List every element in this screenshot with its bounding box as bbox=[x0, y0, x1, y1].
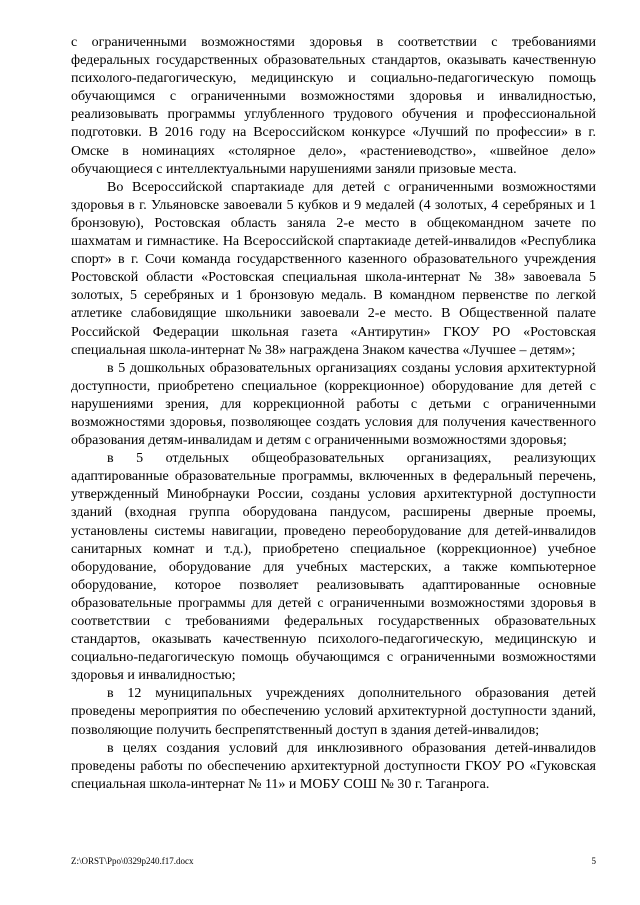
paragraph-preschool: в 5 дошкольных образовательных организациях созданы условия архитектурной доступности, приобретено специальное (коррекционное) оборудование для детей с нарушениями зрения, для коррекционной работы с детьми с ограниченными возможностями здоровья, позволяющее создать условия для получения качественного образования детям-инвалидам и детям с ограниченными возможностями здоровья; bbox=[71, 360, 596, 449]
paragraph-continuation: с ограниченными возможностями здоровья в соответствии с требованиями федеральных государственных образовательных стандартов, оказывать качественную психолого-педагогическую, медицинскую и социально-педагогическую помощь обучающимся с ограниченными возможностями здоровья и инвалидностью, реализовывать программы углубленного трудового обучения и профессиональной подготовки. В 2016 году на Всероссийском конкурсе «Лучший по профессии» в г. Омске в номинациях «столярное дело», «растениеводство», «швейное дело» обучающиеся с интеллектуальными нарушениями заняли призовые места. bbox=[71, 35, 596, 177]
document-body bbox=[71, 34, 596, 794]
paragraph-inclusive-education: в целях создания условий для инклюзивного образования детей-инвалидов проведены работы по обеспечению архитектурной доступности ГКОУ РО «Гуковская специальная школа-интернат № 11» и МОБУ СОШ № 30 г. Таганрога. bbox=[71, 740, 596, 792]
page-footer bbox=[71, 855, 596, 867]
footer-file-path: Z:\ORST\Ppo\0329p240.f17.docx bbox=[71, 856, 194, 866]
page-number: 5 bbox=[591, 856, 596, 866]
paragraph-spartakiada: Во Всероссийской спартакиаде для детей с ограниченными возможностями здоровья в г. Ульяновске завоевали 5 кубков и 9 медалей (4 золотых, 4 серебряных и 1 бронзовую), Ростовская область заняла 2-е место в общекомандном зачете по шахматам и гимнастике. На Всероссийской спартакиаде детей-инвалидов «Республика спорт» в г. Сочи команда государственного казенного образовательного учреждения Ростовской области «Ростовская специальная школа-интернат № 38» завоевала 5 золотых, 5 серебряных и 1 бронзовую медаль. В командном первенстве по легкой атлетике слабовидящие школьники завоевали 2-е место. В Общественной палате Российской Федерации школьная газета «Антирутин» ГКОУ РО «Ростовская специальная школа-интернат № 38» награждена Знаком качества «Лучшее – детям»; bbox=[71, 179, 596, 358]
paragraph-general-schools: в 5 отдельных общеобразовательных организациях, реализующих адаптированные образовательные программы, включенных в федеральный перечень, утвержденный Минобрнауки России, созданы условия архитектурной доступности зданий (входная группа оборудована пандусом, расширены дверные проемы, установлены системы навигации, проведено переоборудование для детей-инвалидов санитарных комнат и т.д.), приобретено специальное (коррекционное) учебное оборудование, оборудование для учебных мастерских, а также компьютерное оборудование, которое позволяет реализовывать адаптированные основные образовательные программы для детей с ограниченными возможностями здоровья в соответствии с требованиями федеральных государственных образовательных стандартов, оказывать качественную психолого-педагогическую, медицинскую и социально-педагогическую помощь обучающимся с ограниченными возможностями здоровья и инвалидностью; bbox=[71, 451, 596, 684]
paragraph-additional-education: в 12 муниципальных учреждениях дополнительного образования детей проведены мероприятия по обеспечению условий архитектурной доступности зданий, позволяющие получить беспрепятственный доступ в здания детей-инвалидов; bbox=[71, 686, 596, 738]
